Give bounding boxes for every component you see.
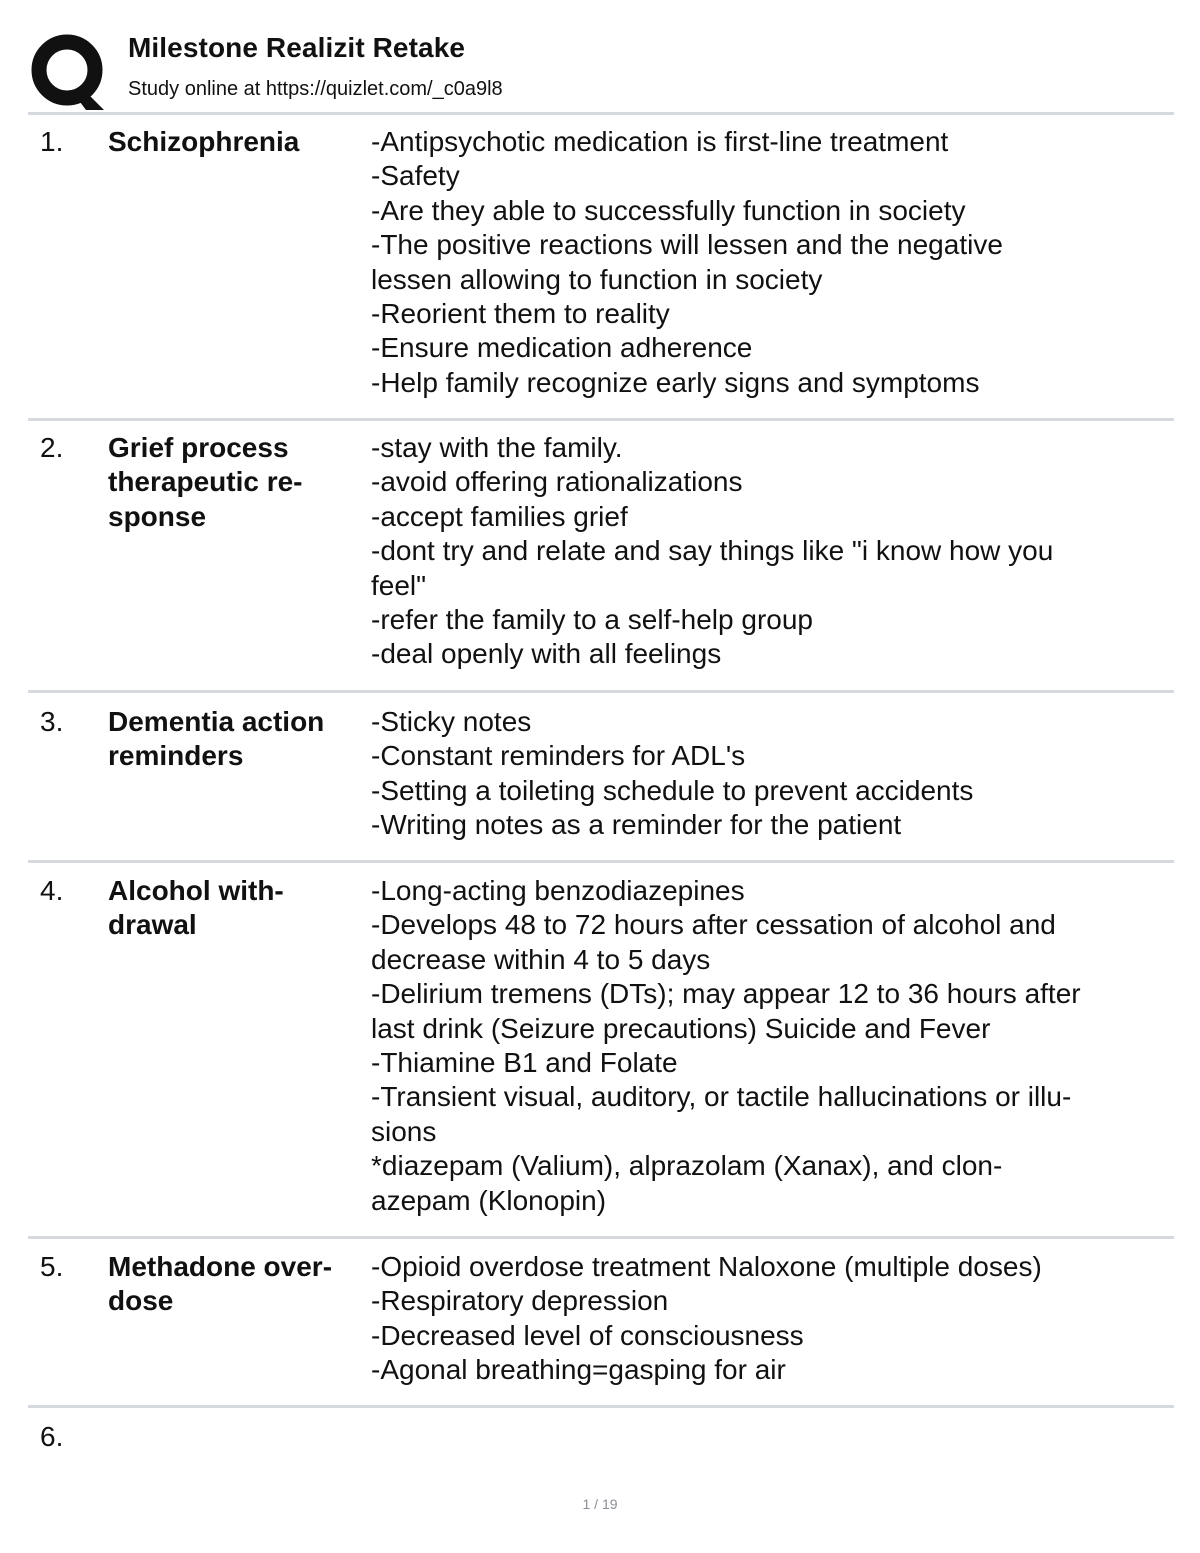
card-number: 4. [40, 875, 64, 906]
definition-line: -Long-acting benzodiazepines [371, 875, 745, 906]
card-divider [28, 690, 1174, 693]
card-term [108, 1250, 358, 1319]
definition-line: -avoid offering rationalizations [371, 466, 743, 498]
card-number: 2. [40, 432, 64, 463]
definition-line: -The positive reactions will lessen and the negative [371, 229, 1003, 261]
card-term [108, 705, 358, 774]
card-definition [371, 705, 1171, 843]
definition-line: lessen allowing to function in society [371, 263, 823, 295]
definition-line: -deal openly with all feelings [371, 638, 722, 670]
term-line: drawal [108, 909, 197, 941]
card-number: 5. [40, 1251, 64, 1282]
card-term [108, 431, 358, 534]
card-definition [371, 874, 1171, 1218]
card-definition [371, 431, 1171, 672]
definition-line: -accept families grief [371, 500, 628, 532]
definition-line: feel" [371, 569, 427, 601]
definition-line: -dont try and relate and say things like "i know how you [371, 535, 1054, 567]
definition-line: -Develops 48 to 72 hours after cessation of alcohol and [371, 909, 1056, 941]
definition-line: decrease within 4 to 5 days [371, 943, 711, 975]
term-line: Grief process [108, 432, 289, 463]
term-line: dose [108, 1285, 174, 1317]
definition-line: -Thiamine B1 and Folate [371, 1047, 678, 1079]
definition-line: last drink (Seizure precautions) Suicide and Fever [371, 1012, 991, 1044]
card-divider [28, 860, 1174, 863]
definition-line: -Safety [371, 160, 460, 192]
card-definition [371, 125, 1171, 400]
card-number: 6. [40, 1421, 64, 1452]
definition-line: sions [371, 1115, 437, 1147]
page-header [28, 28, 1178, 108]
card-divider [28, 1405, 1174, 1408]
card-divider [28, 418, 1174, 421]
card-divider [28, 1236, 1174, 1239]
definition-line: -Transient visual, auditory, or tactile hallucinations or illu- [371, 1081, 1072, 1113]
definition-line: -Reorient them to reality [371, 298, 670, 330]
card-definition [371, 1250, 1171, 1388]
definition-line: -refer the family to a self-help group [371, 604, 813, 636]
definition-line: -stay with the family. [371, 432, 623, 463]
definition-line: -Decreased level of consciousness [371, 1319, 804, 1351]
definition-line: -Agonal breathing=gasping for air [371, 1354, 786, 1386]
definition-line: -Respiratory depression [371, 1285, 669, 1317]
header-divider [28, 112, 1174, 115]
document-title: Milestone Realizit Retake [128, 32, 466, 63]
card-term [108, 125, 358, 159]
term-line: Methadone over- [108, 1251, 333, 1282]
definition-line: *diazepam (Valium), alprazolam (Xanax), and clon- [371, 1150, 1003, 1182]
term-line: Alcohol with- [108, 875, 284, 906]
definition-line: -Opioid overdose treatment Naloxone (multiple doses) [371, 1251, 1042, 1282]
definition-line: -Are they able to successfully function in society [371, 194, 966, 226]
term-line: reminders [108, 740, 244, 772]
definition-line: azepam (Klonopin) [371, 1184, 607, 1216]
card-number: 1. [40, 126, 64, 157]
definition-line: -Setting a toileting schedule to prevent accidents [371, 774, 974, 806]
definition-line: -Delirium tremens (DTs); may appear 12 to 36 hours after [371, 978, 1081, 1010]
term-line: therapeutic re- [108, 466, 303, 498]
page-indicator: 1 / 19 [582, 1496, 618, 1512]
term-line: sponse [108, 500, 207, 532]
definition-line: -Ensure medication adherence [371, 332, 753, 364]
definition-line: -Constant reminders for ADL's [371, 740, 746, 772]
term-line: Schizophrenia [108, 126, 300, 157]
quizlet-logo-icon [30, 32, 108, 110]
card-term [108, 874, 358, 943]
definition-line: -Writing notes as a reminder for the patient [371, 809, 902, 841]
definition-line: -Sticky notes [371, 706, 532, 737]
term-line: Dementia action [108, 706, 325, 737]
definition-line: -Help family recognize early signs and symptoms [371, 366, 980, 398]
definition-line: -Antipsychotic medication is first-line treatment [371, 126, 949, 157]
study-online-link[interactable]: Study online at https://quizlet.com/_c0a9l8 [128, 78, 503, 100]
card-number: 3. [40, 706, 64, 737]
